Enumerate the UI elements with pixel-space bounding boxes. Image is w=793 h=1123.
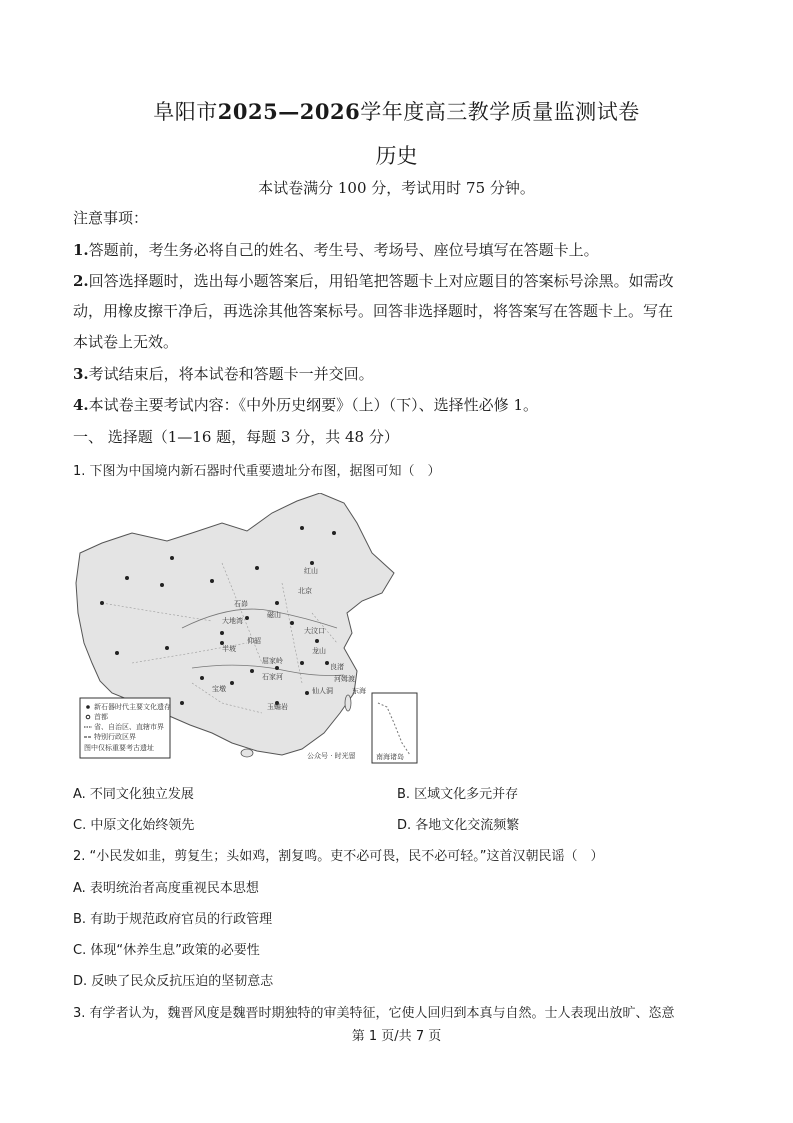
- question-1-stem: 1. 下图为中国境内新石器时代重要遗址分布图，据图可知（ ）: [73, 464, 441, 479]
- question-2-stem: 2. “小民发如韭，剪复生；头如鸡，割复鸣。吏不必可畏，民不必可轻。”这首汉朝民谣（ ）: [73, 849, 604, 864]
- option-2b: B. 有助于规范政府官员的行政管理: [73, 912, 273, 927]
- exam-title: [0, 96, 793, 126]
- map-label: 南海诸岛: [376, 753, 404, 761]
- map-label: 大地湾: [222, 617, 243, 625]
- title-prefix: 阜阳市: [153, 100, 218, 124]
- notice-item-1: [73, 240, 599, 260]
- map-label: 大汶口: [304, 627, 325, 635]
- score-line: 本试卷满分 100 分，考试用时 75 分钟。: [258, 179, 535, 197]
- map-label: 北京: [298, 587, 312, 595]
- notice-item-2-cont: 动，用橡皮擦干净后，再选涂其他答案标号。回答非选择题时，将答案写在答题卡上。写在: [73, 302, 674, 320]
- map-label: 宝墩: [212, 685, 226, 693]
- notice-num: 3.: [73, 365, 89, 383]
- option-1c: C. 中原文化始终领先: [73, 818, 195, 833]
- notice-item-3: [73, 364, 374, 384]
- map-label: 河姆渡: [334, 675, 355, 683]
- option-1a: A. 不同文化独立发展: [73, 787, 194, 802]
- title-suffix: 学年度高三教学质量监测试卷: [360, 100, 640, 124]
- legend-item: 图中仅标重要考古遗址: [84, 744, 154, 752]
- option-2d: D. 反映了民众反抗压迫的坚韧意志: [73, 974, 274, 989]
- legend-item: 特别行政区界: [94, 733, 136, 741]
- title-years: 2025—2026: [217, 99, 361, 124]
- map-label: 仰韶: [247, 637, 261, 645]
- map-label: 龙山: [312, 647, 326, 655]
- map-label: 良渚: [330, 663, 344, 671]
- map-label: 红山: [304, 567, 318, 575]
- page-number: 第 1 页/共 7 页: [351, 1029, 442, 1044]
- section-heading: 一、 选择题（1—16 题，每题 3 分，共 48 分）: [73, 428, 399, 446]
- south-sea-inset: [372, 693, 417, 763]
- notice-num: 4.: [73, 396, 89, 414]
- notice-item-4: [73, 395, 538, 415]
- map-legend: [80, 698, 171, 758]
- option-1d: D. 各地文化交流频繁: [397, 818, 520, 833]
- map-label: 仙人洞: [312, 687, 333, 695]
- legend-item: 省、自治区、直辖市界: [94, 723, 164, 731]
- legend-item: 首都: [94, 713, 108, 721]
- notice-text: 回答选择题时，选出每小题答案后，用铅笔把答题卡上对应题目的答案标号涂黑。如需改: [88, 272, 674, 290]
- notice-item-2: [73, 271, 674, 291]
- option-1b: B. 区域文化多元并存: [397, 787, 519, 802]
- notice-text: 答题前，考生务必将自己的姓名、考生号、考场号、座位号填写在答题卡上。: [88, 241, 599, 259]
- notice-item-2-end: 本试卷上无效。: [73, 333, 179, 351]
- neolithic-sites-map: [72, 493, 427, 766]
- notice-heading: 注意事项：: [73, 209, 149, 227]
- notice-num: 2.: [73, 272, 89, 290]
- option-2a: A. 表明统治者高度重视民本思想: [73, 881, 259, 896]
- option-2c: C. 体现“休养生息”政策的必要性: [73, 943, 260, 958]
- map-label: 玉蟾岩: [267, 703, 288, 711]
- map-watermark: 公众号 · 时光留: [307, 752, 356, 760]
- map-label: 磁山: [267, 611, 281, 619]
- notice-text: 本试卷主要考试内容：《中外历史纲要》（上）（下）、选择性必修 1。: [88, 396, 538, 414]
- map-label: 石峁: [234, 600, 248, 608]
- legend-item: 新石器时代主要文化遗存: [94, 703, 171, 711]
- china-map-figure: [72, 493, 427, 766]
- question-3-stem: 3. 有学者认为，魏晋风度是魏晋时期独特的审美特征，它使人回归到本真与自然。士人表现出放旷、恣意: [73, 1006, 675, 1021]
- map-label: 石家河: [262, 673, 283, 681]
- map-label: 半坡: [222, 645, 236, 653]
- map-label: 屈家岭: [262, 657, 283, 665]
- exam-subject: 历史: [375, 144, 418, 168]
- notice-num: 1.: [73, 241, 89, 259]
- notice-text: 考试结束后，将本试卷和答题卡一并交回。: [88, 365, 374, 383]
- map-label: 东海: [352, 687, 366, 695]
